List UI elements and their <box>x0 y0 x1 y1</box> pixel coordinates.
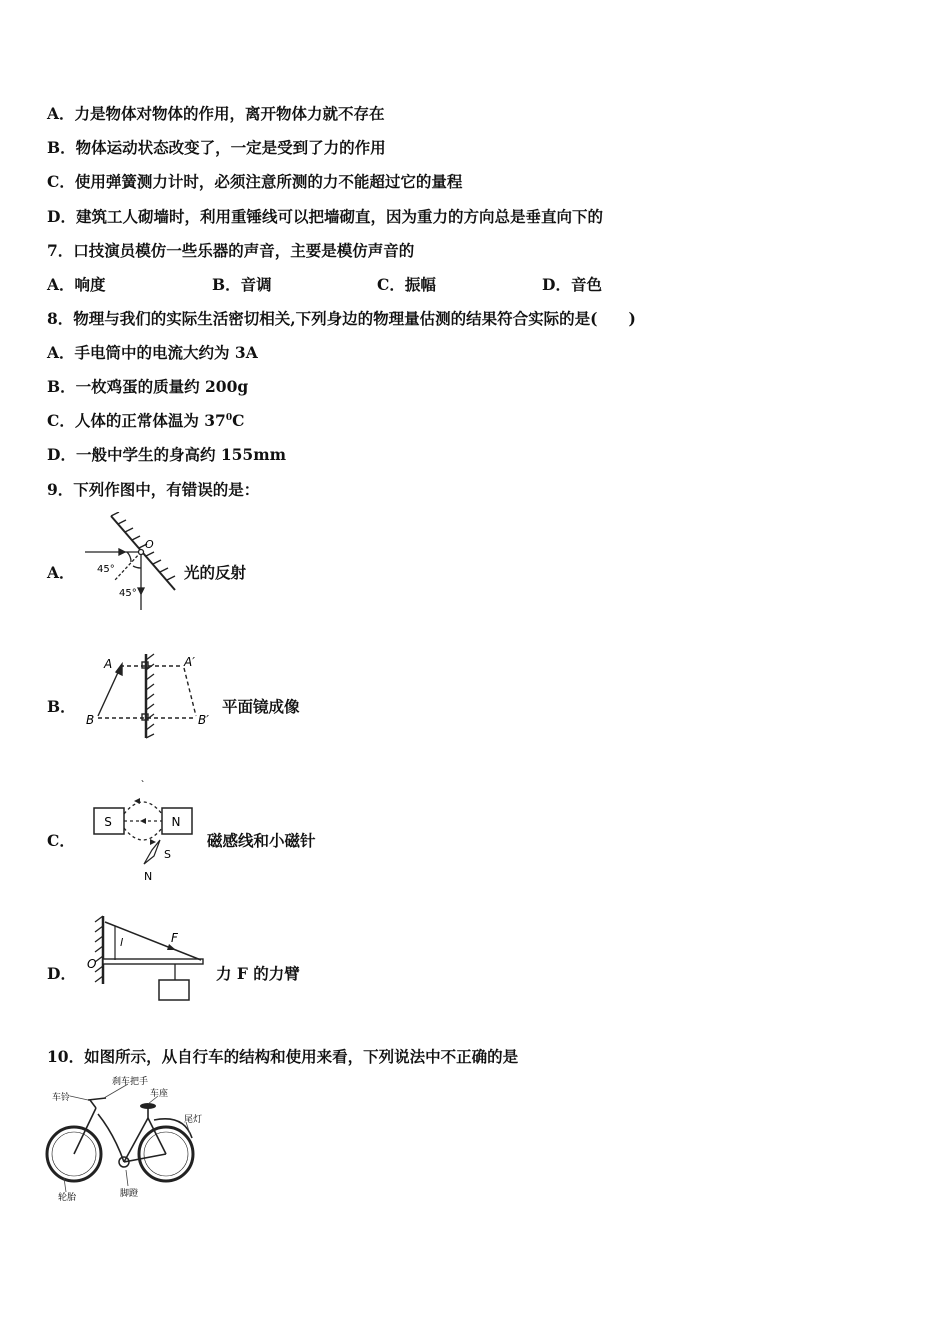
image-line <box>184 668 196 716</box>
q9-option-d-caption: 力 F 的力臂 <box>216 964 300 983</box>
q9-stem: 9．下列作图中，有错误的是： <box>47 480 260 499</box>
q9-option-b-caption: 平面镜成像 <box>222 697 300 716</box>
q8-option-c-text: C．人体的正常体温为 37 <box>47 411 226 430</box>
lever-figure <box>83 912 213 1004</box>
bike-label-tire: 轮胎 <box>58 1193 77 1203</box>
bike-label-saddle: 车座 <box>150 1089 169 1099</box>
fig-c-label-s: S <box>104 815 112 829</box>
fig-a-label-o: O <box>145 538 154 551</box>
q7-option-b: B．音调 <box>212 275 272 294</box>
fig-b-label-b: B <box>86 713 95 727</box>
fig-c-needle-n: N <box>144 870 153 882</box>
svg-text:ˋ: ˋ <box>140 780 146 791</box>
q8-option-c-unit: C <box>232 411 245 430</box>
field-arrow <box>140 818 146 824</box>
q6-option-b: B．物体运动状态改变了，一定是受到了力的作用 <box>47 138 386 157</box>
q9-option-a-label: A． <box>47 563 75 582</box>
weight-block <box>159 980 189 1000</box>
q6-option-a: A．力是物体对物体的作用，离开物体力就不存在 <box>47 104 385 123</box>
q6-option-d: D．建筑工人砌墙时，利用重锤线可以把墙砌直，因为重力的方向总是垂直向下的 <box>47 207 603 226</box>
q7-stem: 7．口技演员模仿一些乐器的声音，主要是模仿声音的 <box>47 241 415 260</box>
bike-label-pedal: 脚蹬 <box>120 1189 139 1199</box>
mirror-hatching <box>111 512 175 580</box>
bike-label-brake: 刹车把手 <box>112 1077 149 1087</box>
q9-option-a-caption: 光的反射 <box>184 563 247 582</box>
q8-option-a: A．手电筒中的电流大约为 3A <box>47 343 258 362</box>
normal-line <box>115 552 141 580</box>
fig-c-label-n: N <box>171 815 181 829</box>
angle-arc-1 <box>127 552 131 562</box>
q8-option-d: D．一般中学生的身高约 155mm <box>47 445 286 464</box>
q9-option-b-label: B． <box>47 697 76 716</box>
bike-label-taillight: 尾灯 <box>184 1115 203 1125</box>
bike-frame <box>74 1098 192 1162</box>
fig-d-label-f: F <box>171 931 178 945</box>
plane-mirror-figure <box>84 652 219 740</box>
fig-a-label-angle1: 45° <box>97 564 115 575</box>
fig-d-label-l: l <box>120 936 124 949</box>
fig-c-needle-s: S <box>164 848 171 861</box>
reflected-arrow <box>138 588 144 594</box>
q8-option-c-sup: 0 <box>225 412 233 423</box>
q9-option-c-caption: 磁感线和小磁针 <box>207 831 316 850</box>
fig-d-label-o: O <box>87 957 97 971</box>
q9-option-c-label: C． <box>47 831 75 850</box>
incident-arrow <box>119 549 125 555</box>
q9-option-d-label: D． <box>47 964 76 983</box>
fig-b-label-a: A <box>104 657 113 671</box>
object-arrow <box>98 668 120 716</box>
fig-a-label-angle2: 45° <box>119 588 137 599</box>
reflection-figure <box>83 512 183 614</box>
q8-option-c <box>47 409 244 431</box>
fig-b-label-a-prime: A′ <box>184 655 195 669</box>
bike-label-bell: 车铃 <box>52 1093 71 1103</box>
q7-option-a: A．响度 <box>47 275 106 294</box>
point-o <box>139 550 144 555</box>
q10-stem: 10．如图所示，从自行车的结构和使用来看，下列说法中不正确的是 <box>47 1047 519 1066</box>
q6-option-c: C．使用弹簧测力计时，必须注意所测的力不能超过它的量程 <box>47 172 463 191</box>
bicycle-figure <box>44 1074 210 1206</box>
q8-option-b: B．一枚鸡蛋的质量约 200g <box>47 377 249 396</box>
q7-option-d: D．音色 <box>542 275 602 294</box>
lever-bar <box>103 959 203 964</box>
magnet-field-figure <box>90 778 202 882</box>
fig-b-label-b-prime: B′ <box>198 713 209 727</box>
q8-stem: 8．物理与我们的实际生活密切相关,下列身边的物理量估测的结果符合实际的是( ) <box>47 309 636 328</box>
q7-option-c: C．振幅 <box>377 275 436 294</box>
angle-arc-2 <box>133 566 141 568</box>
